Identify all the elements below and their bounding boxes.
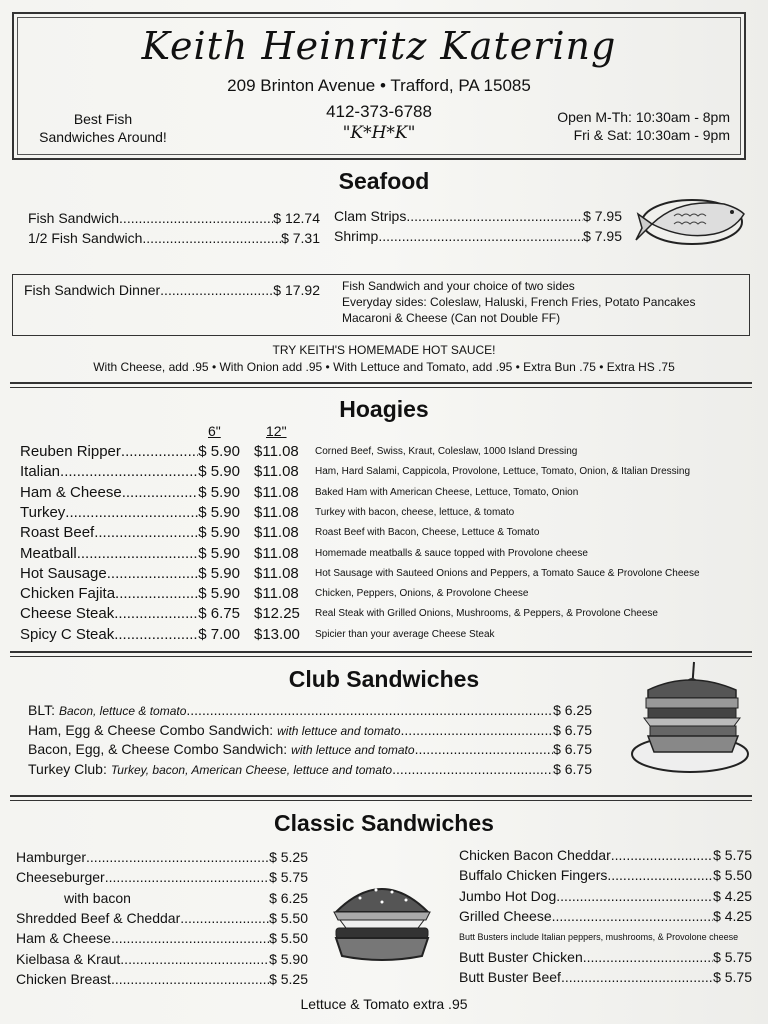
- item-price: $ 6.75: [553, 741, 592, 758]
- item-name: Reuben Ripper: [20, 443, 121, 460]
- item-price: $ 5.75: [713, 969, 752, 986]
- item-price: $ 7.31: [281, 230, 320, 246]
- menu-item: [459, 847, 752, 863]
- item-price: $ 5.75: [713, 949, 752, 965]
- item-price: $ 5.50: [713, 867, 752, 884]
- price-12-inch: $11.08: [254, 443, 299, 460]
- price-6-inch: $ 7.00: [198, 625, 240, 643]
- menu-item: [28, 761, 592, 777]
- menu-header: [12, 12, 746, 160]
- price-12-inch: $11.08: [254, 544, 299, 562]
- item-name: Hamburger: [16, 849, 87, 865]
- club-sandwich-icon: [628, 660, 752, 780]
- menu-item: [459, 949, 752, 965]
- item-price: $ 4.25: [713, 887, 752, 904]
- menu-item: [20, 524, 240, 541]
- menu-item: [20, 443, 240, 460]
- item-name: Cheeseburger: [16, 869, 105, 886]
- price-12-inch: $11.08: [254, 585, 299, 603]
- item-price: $ 6.75: [553, 721, 592, 738]
- section-divider: [10, 656, 752, 657]
- menu-item: [16, 930, 308, 946]
- menu-item: [20, 484, 240, 501]
- item-price: $ 5.75: [269, 869, 308, 886]
- item-description: Homemade meatballs & sauce topped with Provolone cheese: [315, 547, 588, 559]
- item-description: with lettuce and tomato: [277, 723, 401, 738]
- menu-item: [24, 282, 320, 298]
- addons-line: With Cheese, add .95 • With Onion add .95 • With Lettuce and Tomato, add .95 • Extra Bun .75 • Extra HS .75: [93, 360, 675, 374]
- section-divider: [10, 387, 752, 388]
- hours-weekday: Open M-Th: 10:30am - 8pm: [557, 109, 730, 125]
- item-price: $ 4.25: [713, 907, 752, 924]
- item-price: $ 6.75: [553, 760, 592, 777]
- price-6-inch: $ 5.90: [198, 443, 240, 460]
- item-name: Chicken Fajita: [20, 585, 116, 603]
- address: 209 Brinton Avenue • Trafford, PA 15085: [227, 76, 531, 95]
- menu-item: [28, 210, 320, 226]
- item-description: Real Steak with Grilled Onions, Mushrooms, & Peppers, & Provolone Cheese: [315, 608, 658, 620]
- hours-weekend: Fri & Sat: 10:30am - 9pm: [573, 127, 730, 143]
- section-divider: [10, 800, 752, 801]
- item-name: Meatball: [20, 544, 77, 562]
- item-name: Ham, Egg & Cheese Combo Sandwich:: [28, 721, 274, 738]
- tagline-line-2: Sandwiches Around!: [39, 129, 167, 145]
- item-description: Baked Ham with American Cheese, Lettuce, Tomato, Onion: [315, 486, 579, 498]
- menu-item: [459, 969, 752, 985]
- item-description: Ham, Hard Salami, Cappicola, Provolone, Lettuce, Tomato, Onion, & Italian Dressing: [315, 466, 690, 478]
- item-name: Chicken Breast: [16, 970, 111, 987]
- price-12-inch: $11.08: [254, 503, 299, 521]
- item-description: Hot Sausage with Sauteed Onions and Peppers, a Tomato Sauce & Provolone Cheese: [315, 567, 700, 579]
- menu-item: [16, 951, 308, 967]
- item-description: Turkey with bacon, cheese, lettuce, & tomato: [315, 506, 515, 518]
- club-title: Club Sandwiches: [288, 666, 480, 692]
- item-name: Ham & Cheese: [20, 483, 122, 501]
- item-price: $ 6.25: [269, 889, 308, 906]
- menu-item: [20, 504, 240, 521]
- item-price: $ 5.25: [269, 970, 308, 987]
- menu-item: [20, 585, 240, 602]
- menu-item: [20, 626, 240, 643]
- logo-text: "K*H*K": [342, 123, 416, 143]
- item-price: $ 5.90: [269, 950, 308, 967]
- menu-item: [16, 869, 308, 885]
- dinner-description: Fish Sandwich and your choice of two sides: [342, 279, 575, 293]
- price-12-inch: $13.00: [254, 625, 300, 643]
- menu-item: [16, 849, 308, 865]
- item-price: $ 5.50: [269, 909, 308, 926]
- price-6-inch: $ 5.90: [198, 564, 240, 582]
- restaurant-name: Keith Heinritz Katering: [141, 24, 617, 68]
- item-name: Shrimp: [334, 228, 379, 244]
- item-name: Turkey: [20, 503, 66, 521]
- item-description: Bacon, lettuce & tomato: [58, 704, 187, 718]
- item-name: Kielbasa & Kraut: [16, 950, 121, 967]
- item-name: Bacon, Egg, & Cheese Combo Sandwich:: [28, 741, 288, 758]
- item-price: $ 5.75: [713, 847, 752, 863]
- price-12-inch: $11.08: [254, 463, 299, 481]
- item-name: Hot Sausage: [20, 564, 107, 582]
- price-6-inch: $ 5.90: [198, 463, 240, 481]
- item-name: Roast Beef: [20, 524, 95, 542]
- item-name: Buffalo Chicken Fingers: [459, 867, 608, 884]
- item-name: Ham & Cheese: [16, 930, 111, 947]
- price-12-inch: $11.08: [254, 483, 299, 501]
- menu-item: [28, 702, 592, 718]
- item-price: $ 6.25: [553, 702, 592, 718]
- section-divider: [10, 795, 752, 797]
- price-12-inch: $11.08: [254, 564, 299, 582]
- burger-icon: [330, 872, 434, 962]
- tagline-line-1: Best Fish: [73, 111, 133, 127]
- item-name: Italian: [20, 463, 61, 481]
- item-price: $ 12.74: [273, 210, 320, 226]
- phone-number: 412-373-6788: [326, 102, 432, 121]
- item-name: with bacon: [64, 889, 131, 906]
- item-description: with lettuce and tomato: [291, 743, 415, 758]
- item-name: Jumbo Hot Dog: [459, 887, 557, 904]
- menu-item: [16, 910, 308, 926]
- item-name: Butt Buster Beef: [459, 969, 561, 986]
- price-6-inch: $ 5.90: [198, 503, 240, 521]
- col-6-inch: 6": [208, 423, 221, 439]
- menu-item: [28, 230, 320, 246]
- menu-item: [459, 908, 752, 924]
- hoagies-title: Hoagies: [339, 396, 429, 422]
- price-6-inch: $ 5.90: [198, 585, 240, 603]
- price-6-inch: $ 5.90: [198, 483, 240, 501]
- item-name: 1/2 Fish Sandwich: [28, 230, 143, 246]
- menu-item: [459, 888, 752, 904]
- item-description: Roast Beef with Bacon, Cheese, Lettuce & Tomato: [315, 527, 540, 539]
- item-name: Grilled Cheese: [459, 907, 552, 924]
- menu-item: [20, 605, 240, 622]
- seafood-title: Seafood: [338, 168, 430, 194]
- menu-item: [16, 890, 308, 906]
- item-name: Fish Sandwich: [28, 210, 120, 226]
- item-description: Spicier than your average Cheese Steak: [315, 628, 495, 640]
- item-description: Chicken, Peppers, Onions, & Provolone Cheese: [315, 588, 529, 600]
- menu-item: [20, 463, 240, 480]
- butt-buster-note: Butt Busters include Italian peppers, mushrooms, & Provolone cheese: [459, 932, 739, 942]
- item-name: Chicken Bacon Cheddar: [459, 847, 611, 863]
- classic-title: Classic Sandwiches: [274, 810, 494, 836]
- menu-item: [20, 565, 240, 582]
- item-description: Corned Beef, Swiss, Kraut, Coleslaw, 1000 Island Dressing: [315, 446, 578, 457]
- dinner-sides: Everyday sides: Coleslaw, Haluski, French Fries, Potato Pancakes: [342, 295, 696, 309]
- item-price: $ 5.25: [269, 849, 308, 865]
- item-name: Clam Strips: [334, 208, 407, 224]
- item-name: Cheese Steak: [20, 605, 115, 623]
- fish-icon: [634, 184, 750, 264]
- menu-item: [20, 545, 240, 562]
- tagline: [28, 110, 178, 146]
- menu-item: [28, 722, 592, 738]
- item-name: BLT:: [28, 702, 55, 718]
- menu-item: [28, 741, 592, 757]
- item-price: $ 17.92: [273, 282, 320, 298]
- item-name: Shredded Beef & Cheddar: [16, 909, 181, 926]
- item-description: Turkey, bacon, American Cheese, lettuce and tomato: [110, 762, 393, 777]
- item-price: $ 7.95: [583, 208, 622, 224]
- opening-hours: [530, 108, 730, 144]
- price-6-inch: $ 6.75: [198, 605, 240, 623]
- item-price: $ 5.50: [269, 930, 308, 947]
- dinner-sides-note: Macaroni & Cheese (Can not Double FF): [342, 311, 561, 325]
- item-price: $ 7.95: [583, 228, 622, 244]
- item-name: Spicy C Steak: [20, 625, 115, 643]
- item-name: Butt Buster Chicken: [459, 949, 583, 965]
- price-6-inch: $ 5.90: [198, 524, 240, 542]
- hot-sauce-promo: TRY KEITH'S HOMEMADE HOT SAUCE!: [272, 343, 496, 357]
- price-12-inch: $12.25: [254, 605, 300, 623]
- item-name: Turkey Club:: [28, 760, 107, 777]
- menu-item: [459, 867, 752, 883]
- menu-item: [334, 208, 622, 224]
- menu-item: [16, 971, 308, 987]
- col-12-inch: 12": [266, 423, 287, 439]
- section-divider: [10, 382, 752, 384]
- menu-item: [334, 228, 622, 244]
- price-12-inch: $11.08: [254, 524, 299, 542]
- item-name: Fish Sandwich Dinner: [24, 282, 161, 298]
- price-6-inch: $ 5.90: [198, 544, 240, 562]
- classic-footer: Lettuce & Tomato extra .95: [300, 996, 468, 1012]
- section-divider: [10, 651, 752, 653]
